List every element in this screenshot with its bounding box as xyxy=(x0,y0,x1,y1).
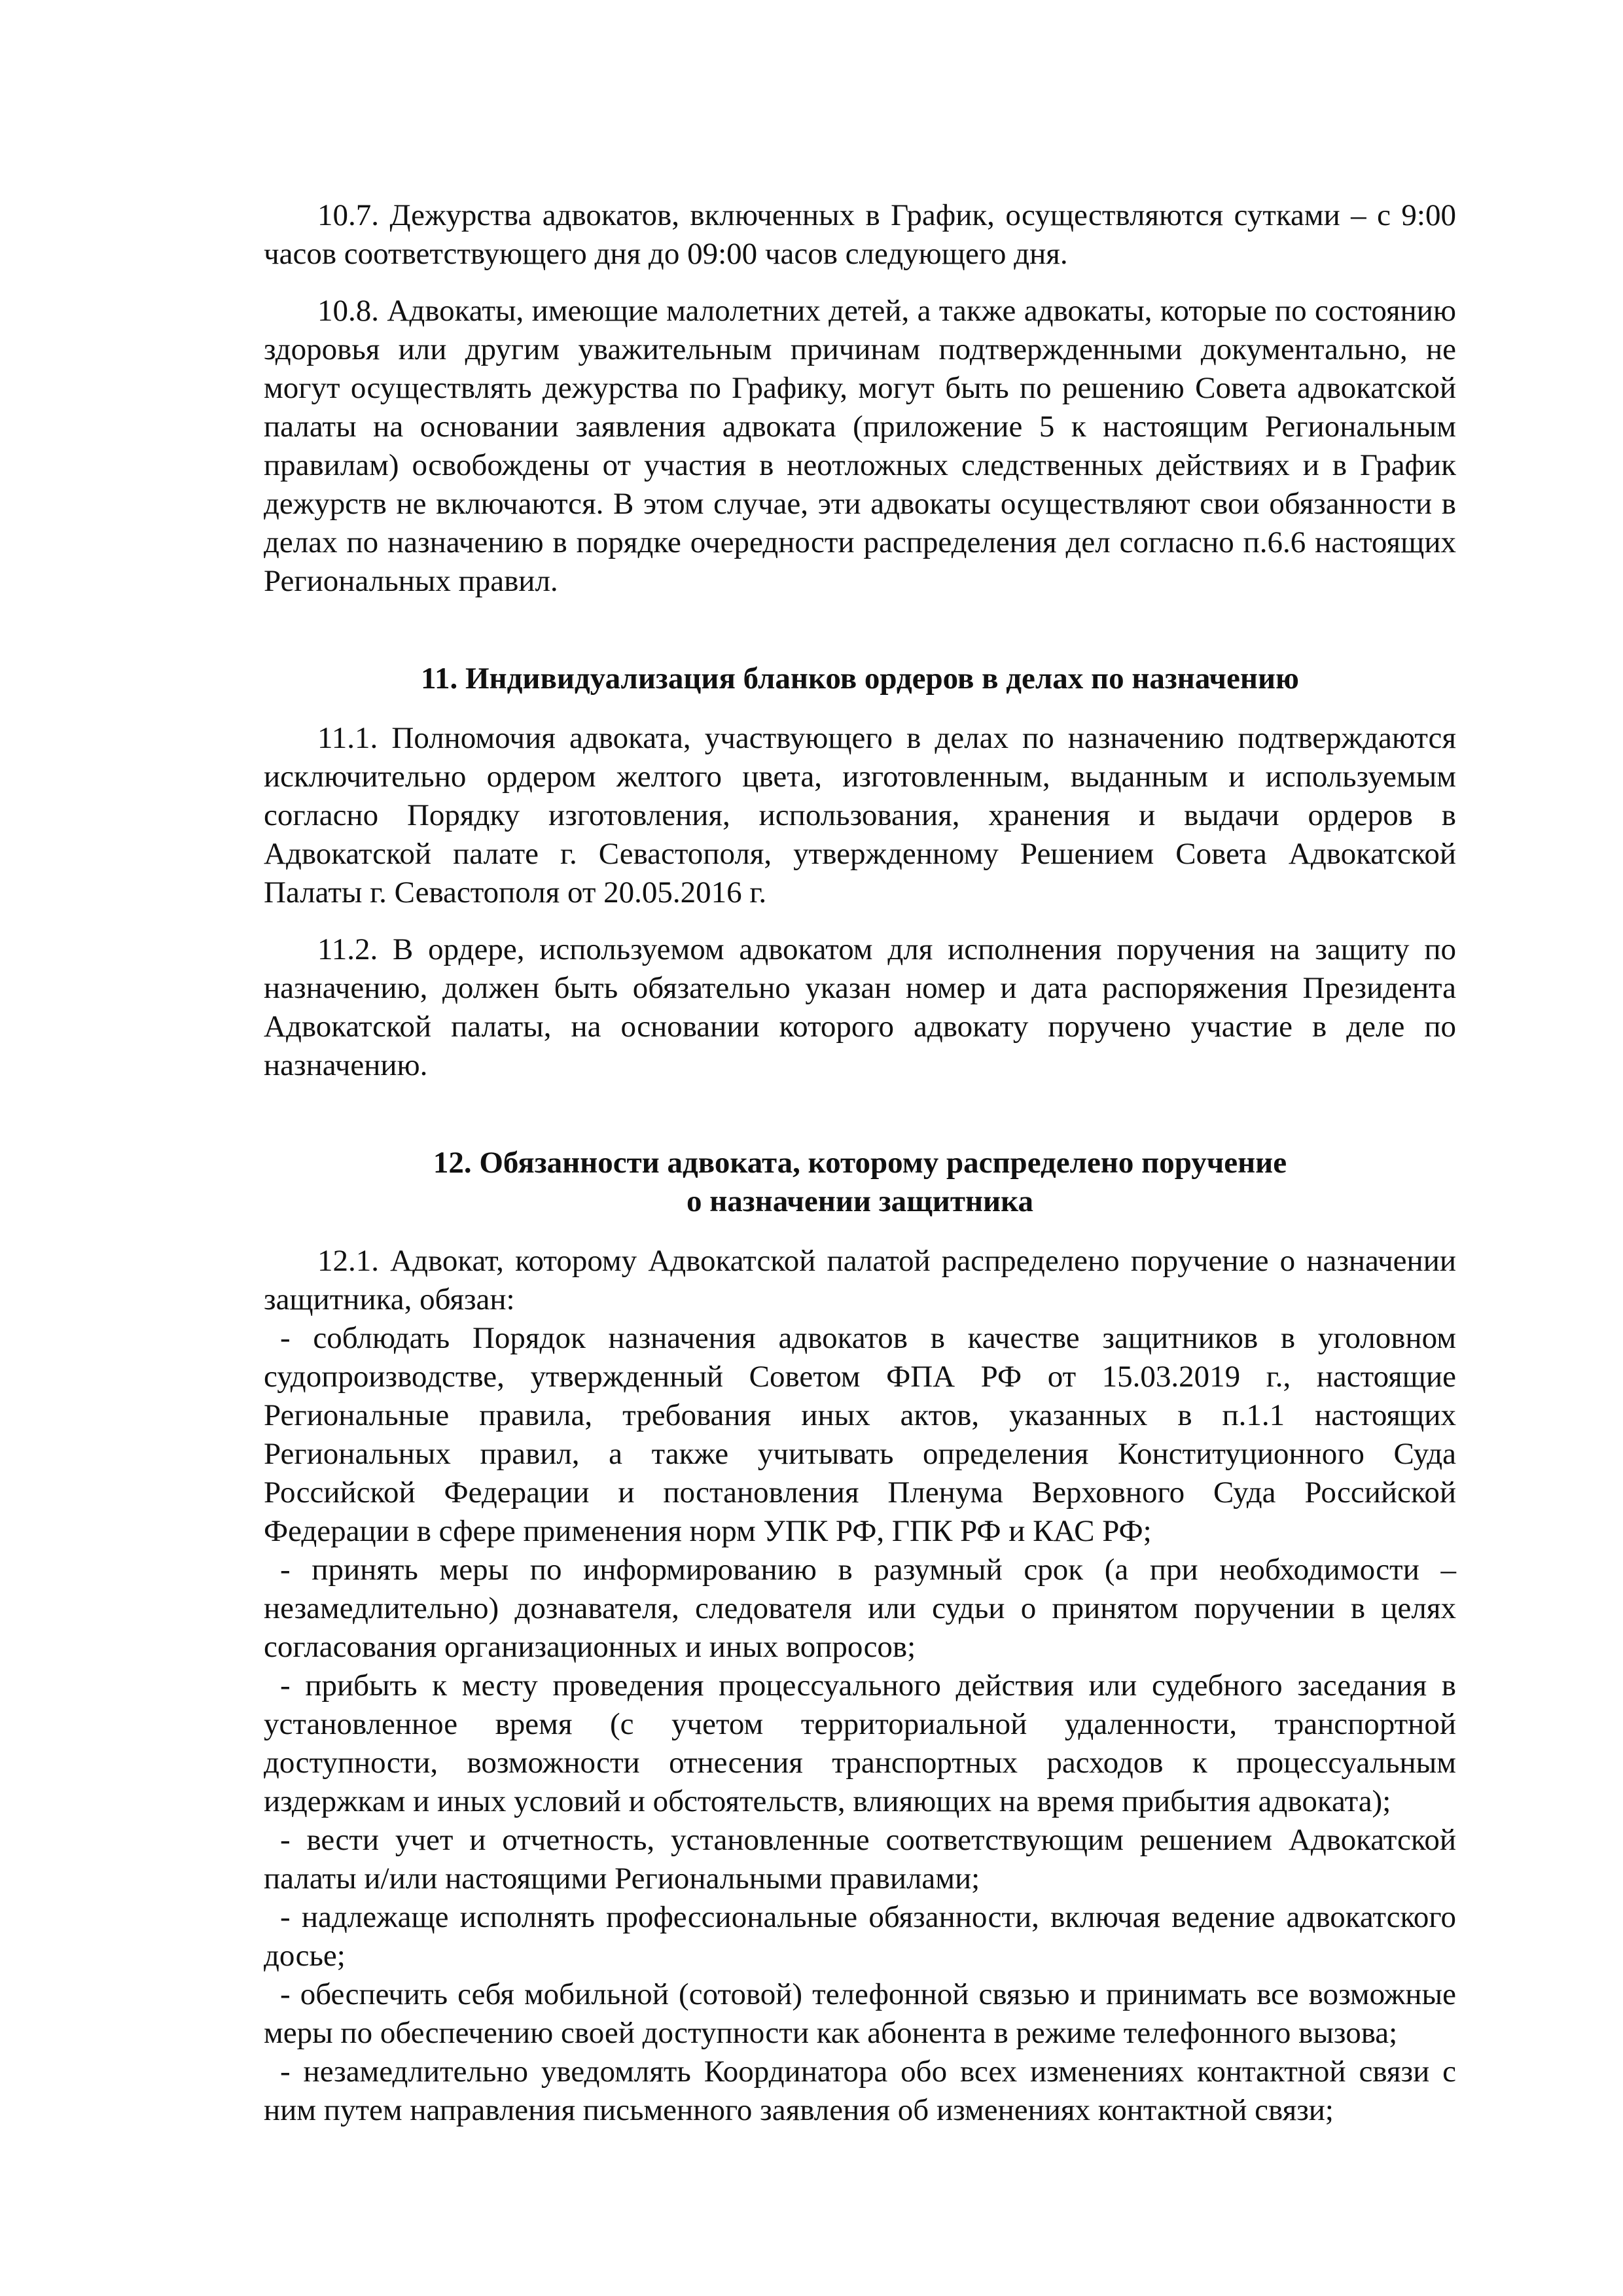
paragraph-12-1: 12.1. Адвокат, которому Адвокатской палатой распределено поручение о назначении защитника, обязан: xyxy=(264,1244,1456,1316)
paragraph-10-7: 10.7. Дежурства адвокатов, включенных в График, осуществляются сутками – с 9:00 часов соответствующего дня до 09:00 часов следующего дня. xyxy=(264,198,1456,271)
list-item: - незамедлительно уведомлять Координатора обо всех изменениях контактной связи с ним путем направления письменного заявления об изменениях контактной связи; xyxy=(264,2055,1456,2127)
duties-list xyxy=(264,1319,1456,2130)
list-item: - принять меры по информированию в разумный срок (а при необходимости – незамедлительно) дознавателя, следователя или судьи о принятом поручении в целях согласования организационных и иных вопросов; xyxy=(264,1553,1456,1664)
document-body xyxy=(264,196,1456,2130)
section-heading-12-line-1: 12. Обязанности адвоката, которому распределено поручение xyxy=(433,1146,1287,1180)
list-item: - соблюдать Порядок назначения адвокатов в качестве защитников в уголовном судопроизводстве, утвержденный Советом ФПА РФ от 15.03.2019 г., настоящие Региональные правила, требования иных актов, указанных в п.1.1 настоящих Региональных правил, а также учитывать определения Конституционного Суда Российской Федерации и постановления Пленума Верховного Суда Российской Федерации в сфере применения норм УПК РФ, ГПК РФ и КАС РФ; xyxy=(264,1321,1456,1548)
section-heading-12-line-2: о назначении защитника xyxy=(686,1184,1034,1218)
section-heading-11: 11. Индивидуализация бланков ордеров в делах по назначению xyxy=(421,662,1299,696)
list-item: - надлежаще исполнять профессиональные обязанности, включая ведение адвокатского досье; xyxy=(264,1900,1456,1973)
paragraph-11-1: 11.1. Полномочия адвоката, участвующего в делах по назначению подтверждаются исключительно ордером желтого цвета, изготовленным, выданным и используемым согласно Порядку изготовления, использования, хранения и выдачи ордеров в Адвокатской палате г. Севастополя, утвержденному Решением Совета Адвокатской Палаты г. Севастополя от 20.05.2016 г. xyxy=(264,721,1456,910)
list-item: - обеспечить себя мобильной (сотовой) телефонной связью и принимать все возможные меры по обеспечению своей доступности как абонента в режиме телефонного вызова; xyxy=(264,1977,1456,2050)
paragraph-11-2: 11.2. В ордере, используемом адвокатом для исполнения поручения на защиту по назначению, должен быть обязательно указан номер и дата распоряжения Президента Адвокатской палаты, на основании которого адвокату поручено участие в деле по назначению. xyxy=(264,932,1456,1082)
list-item: - прибыть к месту проведения процессуального действия или судебного заседания в установленное время (с учетом территориальной удаленности, транспортной доступности, возможности отнесения транспортных расходов к процессуальным издержкам и иных условий и обстоятельств, влияющих на время прибытия адвоката); xyxy=(264,1669,1456,1818)
list-item: - вести учет и отчетность, установленные соответствующим решением Адвокатской палаты и/или настоящими Региональными правилами; xyxy=(264,1823,1456,1896)
paragraph-10-8: 10.8. Адвокаты, имеющие малолетних детей, а также адвокаты, которые по состоянию здоровья или другим уважительным причинам подтвержденными документально, не могут осуществлять дежурства по Графику, могут быть по решению Совета адвокатской палаты на основании заявления адвоката (приложение 5 к настоящим Региональным правилам) освобождены от участия в неотложных следственных действиях и в График дежурств не включаются. В этом случае, эти адвокаты осуществляют свои обязанности в делах по назначению в порядке очередности распределения дел согласно п.6.6 настоящих Региональных правил. xyxy=(264,294,1456,598)
section-heading-12 xyxy=(264,1144,1456,1221)
